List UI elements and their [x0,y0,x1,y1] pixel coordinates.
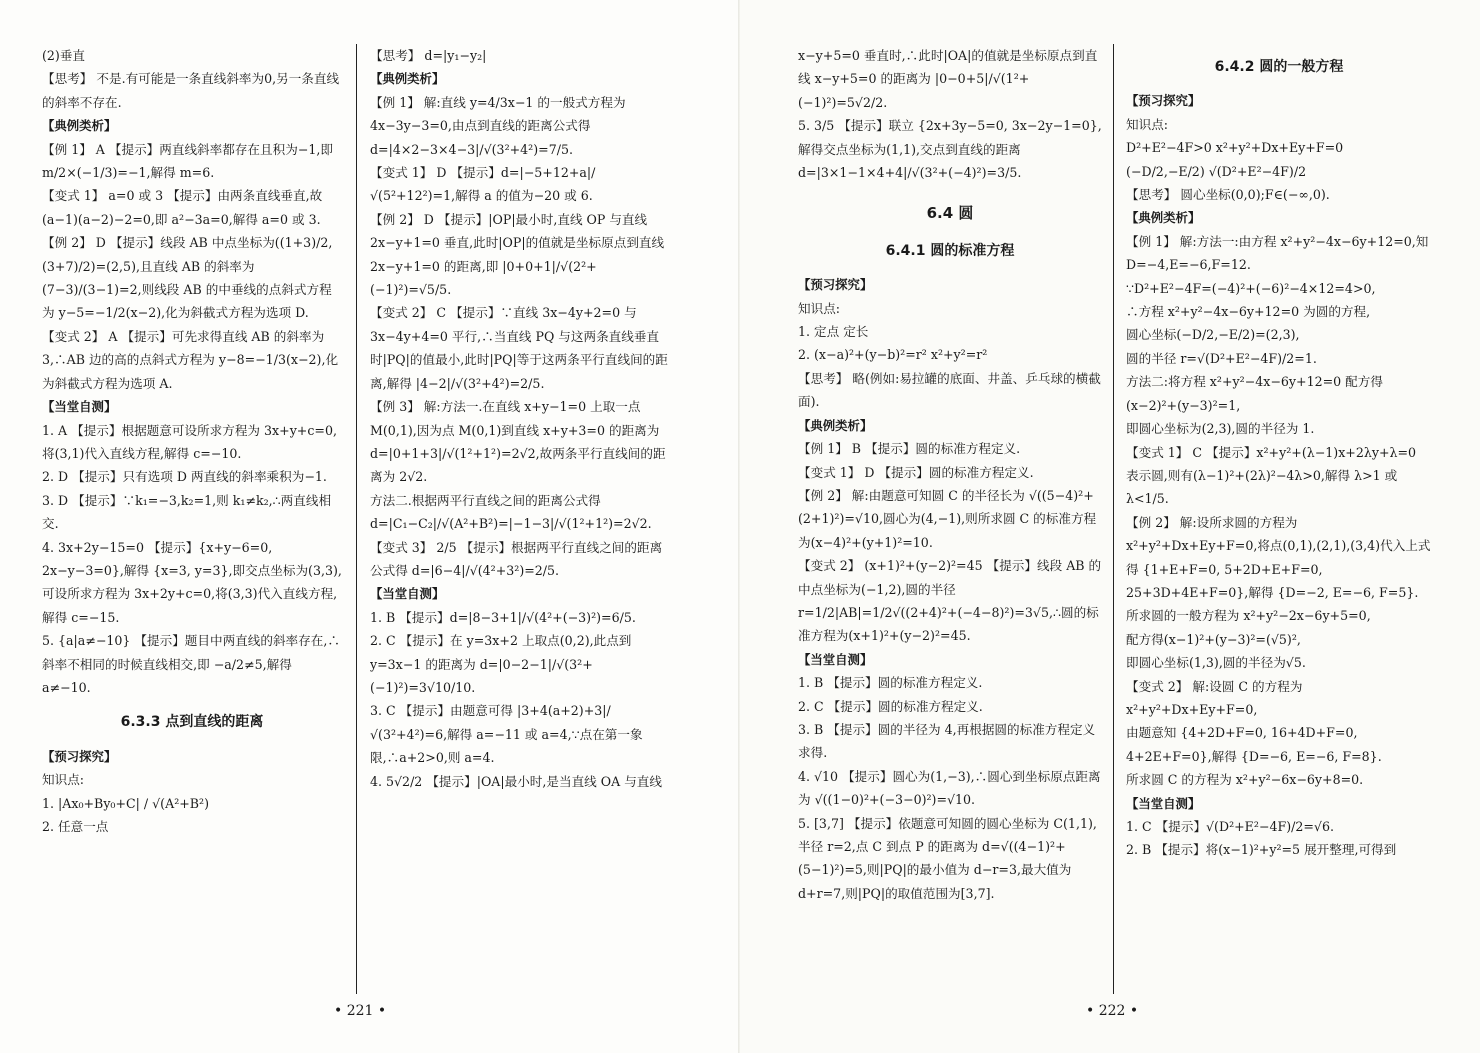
answer-text: 【例 2】 解:由题意可知圆 C 的半径长为 √((5−4)²+(2+1)²)=√10,圆心为(4,−1),则所求圆 C 的标准方程为(x−4)²+(y+1)²=10. [798,487,1097,550]
answer-text: 【例 2】 D 【提示】|OP|最小时,直线 OP 与直线 2x−y+1=0 垂直,此时|OP|的值就是坐标原点到直线 2x−y+1=0 的距离,即 |0+0+1|/√(2²+(−1)²)=√5/5. [370,211,665,298]
answer-text: 【变式 1】 D 【提示】d=|−5+12+a|/√(5²+12²)=1,解得 a 的值为−20 或 6. [370,165,596,204]
answer-text: 【例 1】 A 【提示】两直线斜率都存在且积为−1,即 m/2×(−1/3)=−1,解得 m=6. [42,141,333,181]
answer-text: (2)垂直 [42,48,86,63]
column-3 [798,44,1102,994]
answer-text: 1. B 【提示】d=|8−3+1|/√(4²+(−3)²)=6/5. [370,609,636,625]
section-heading: 6.3.3 点到直线的距离 [120,714,264,731]
answer-text: 【思考】 略(例如:易拉罐的底面、井盖、乒乓球的横截面). [798,370,1101,410]
section-heading: 6.4.1 圆的标准方程 [885,242,1015,259]
column-4 [1126,44,1432,994]
page-number-right: • 222 • [1086,1003,1139,1019]
column-divider-right [1113,44,1114,994]
answer-text: D²+E²−4F>0 x²+y²+Dx+Ey+F=0 [1126,140,1344,156]
answer-text: 4. 3x+2y−15=0 【提示】{x+y−6=0, 2x−y−3=0},解得 {x=3, y=3},即交点坐标为(3,3),可设所求方程为 3x+2y+c=0,将(3,3)代入直线方程,解得 c=−15. [42,539,342,625]
answer-text: 由题意知 {4+2D+F=0, 16+4D+F=0, 4+2E+F=0},解得 {D=−6, E=−6, F=8}. [1126,725,1382,764]
answer-text: 2. (x−a)²+(y−b)²=r² x²+y²=r² [798,347,988,363]
answer-text: 【变式 1】 a=0 或 3 【提示】由两条直线垂直,故(a−1)(a−2)−2=0,即 a²−3a=0,解得 a=0 或 3. [42,188,323,227]
answer-text: 5. [3,7] 【提示】依题意可知圆的圆心坐标为 C(1,1),半径 r=2,点 C 到点 P 的距离为 d=√((4−1)²+(5−1)²)=5,则|PQ|的最小值为 d−r=3,最大值为 d+r=7,则|PQ|的取值范围为[3,7]. [798,815,1097,901]
section-label: 【当堂自测】 [42,399,117,415]
answer-text: 【思考】 不是.有可能是一条直线斜率为0,另一条直线的斜率不存在. [42,71,340,110]
answer-text: 2. D 【提示】只有选项 D 两直线的斜率乘积为−1. [42,469,327,485]
chapter-heading: 6.4 圆 [926,204,974,223]
answer-text: 知识点: [1126,116,1169,132]
answer-text: 1. 定点 定长 [798,324,869,340]
section-label: 【预习探究】 [798,277,873,293]
section-label: 【预习探究】 [1126,93,1201,109]
answer-text: 【例 3】 解:方法一.在直线 x+y−1=0 上取一点 M(0,1),因为点 M(0,1)到直线 x+y+3=0 的距离为 d=|0+1+3|/√(1²+1²)=2√2,故两条平行直线间的距离为 2√2. [370,399,666,485]
answer-text: 方法二:将方程 x²+y²−4x−6y+12=0 配方得(x−2)²+(y−3)²=1, [1126,374,1383,413]
answer-text: 即圆心坐标(1,3),圆的半径为√5. [1126,655,1306,671]
answer-text: 所求圆的一般方程为 x²+y²−2x−6y+5=0, [1126,608,1371,624]
answer-text: 【变式 1】 D 【提示】圆的标准方程定义. [798,464,1034,480]
answer-text: 1. C 【提示】√(D²+E²−4F)/2=√6. [1126,819,1334,834]
answer-text: (−D/2,−E/2) √(D²+E²−4F)/2 [1126,163,1307,179]
answer-text: 【例 1】 B 【提示】圆的标准方程定义. [798,441,1021,457]
section-heading: 6.4.2 圆的一般方程 [1214,59,1344,75]
column-2 [370,44,670,994]
answer-text: 2. C 【提示】圆的标准方程定义. [798,698,983,714]
answer-text: 配方得(x−1)²+(y−3)²=(√5)², [1126,631,1301,647]
section-label: 【当堂自测】 [370,586,445,602]
answer-text: 1. A 【提示】根据题意可设所求方程为 3x+y+c=0,将(3,1)代入直线方程,解得 c=−10. [42,422,337,461]
answer-text: 【思考】 圆心坐标(0,0);F∈(−∞,0). [1126,187,1330,203]
answer-text: 【例 1】 解:方法一:由方程 x²+y²−4x−6y+12=0,知 D=−4,E=−6,F=12. [1126,233,1429,273]
answer-text: 【变式 1】 C 【提示】x²+y²+(λ−1)x+2λy+λ=0 表示圆,则有(λ−1)²+(2λ)²−4λ>0,解得 λ>1 或 λ<1/5. [1126,444,1417,507]
answer-text: 3. B 【提示】圆的半径为 4,再根据圆的标准方程定义求得. [798,721,1096,761]
column-divider-left [356,44,357,994]
answer-text: 5. {a|a≠−10} 【提示】题目中两直线的斜率存在,∴斜率不相同的时候直线相交,即 −a/2≠5,解得 a≠−10. [42,633,340,695]
answer-text: 【变式 2】 解:设圆 C 的方程为 x²+y²+Dx+Ey+F=0, [1126,678,1303,717]
answer-text: 圆的半径 r=√(D²+E²−4F)/2=1. [1126,350,1317,366]
section-label: 【典例类析】 [42,118,117,134]
answer-text: 4. 5√2/2 【提示】|OA|最小时,是当直线 OA 与直线 [370,773,662,789]
answer-text: 【变式 2】 (x+1)²+(y−2)²=45 【提示】线段 AB 的中点坐标为(−1,2),圆的半径 r=1/2|AB|=1/2√((2+4)²+(−4−8)²)=3√5,∴圆的标准方程为(x+1)²+(y−2)²=45. [798,558,1102,644]
answer-text: 所求圆 C 的方程为 x²+y²−6x−6y+8=0. [1126,772,1364,788]
answer-text: 【例 1】 解:直线 y=4/3x−1 的一般式方程为 4x−3y−3=0,由点到直线的距离公式得 d=|4×2−3×4−3|/√(3²+4²)=7/5. [370,94,626,157]
answer-text: 【变式 2】 A 【提示】可先求得直线 AB 的斜率为 3,∴AB 边的高的点斜式方程为 y−8=−1/3(x−2),化为斜截式方程为选项 A. [42,328,339,391]
column-1 [42,44,342,994]
answer-text: 知识点: [42,772,85,788]
page-number-left: • 221 • [334,1003,387,1019]
right-page [740,0,1480,1053]
answer-text: 3. C 【提示】由题意可得 |3+4(a+2)+3|/√(3²+4²)=6,解得 a=−11 或 a=4,∵点在第一象限,∴a+2>0,则 a=4. [370,703,643,766]
answer-text: 5. 3/5 【提示】联立 {2x+3y−5=0, 3x−2y−1=0},解得交点坐标为(1,1),交点到直线的距离 d=|3×1−1×4+4|/√(3²+(−4)²)=3/5. [798,118,1102,181]
answer-text: ∴方程 x²+y²−4x−6y+12=0 为圆的方程, [1126,304,1371,320]
answer-text: 【例 2】 D 【提示】线段 AB 中点坐标为((1+3)/2,(3+7)/2)=(2,5),且直线 AB 的斜率为 (7−3)/(3−1)=2,则线段 AB 的中垂线的点斜式方程为 y−5=−1/2(x−2),化为斜截式方程为选项 D. [42,235,333,321]
section-label: 【典例类析】 [798,417,873,433]
section-label: 【典例类析】 [370,71,445,87]
answer-text: 【例 2】 解:设所求圆的方程为 x²+y²+Dx+Ey+F=0,将点(0,1),(2,1),(3,4)代入上式得 {1+E+F=0, 5+2D+E+F=0, 25+3D+4E+F=0},解得 {D=−2, E=−6, F=5}. [1126,514,1431,600]
answer-text: 1. B 【提示】圆的标准方程定义. [798,675,983,691]
answer-text: 1. |Ax₀+By₀+C| / √(A²+B²) [42,795,210,811]
answer-text: 3. D 【提示】∵k₁=−3,k₂=1,则 k₁≠k₂,∴两直线相交. [42,492,332,532]
section-label: 【当堂自测】 [1126,795,1201,811]
answer-text: 【思考】 d=|y₁−y₂| [370,48,487,63]
section-label: 【典例类析】 [1126,210,1201,226]
answer-text: 即圆心坐标为(2,3),圆的半径为 1. [1126,421,1315,437]
section-label: 【预习探究】 [42,748,117,764]
answer-text: x−y+5=0 垂直时,∴此时|OA|的值就是坐标原点到直线 x−y+5=0 的距离为 |0−0+5|/√(1²+(−1)²)=5√2/2. [798,48,1098,110]
answer-text: 【变式 3】 2/5 【提示】根据两平行直线之间的距离公式得 d=|6−4|/√(4²+3²)=2/5. [370,539,663,578]
answer-text: 2. C 【提示】在 y=3x+2 上取点(0,2),此点到 y=3x−1 的距离为 d=|0−2−1|/√(3²+(−1)²)=3√10/10. [370,633,632,695]
answer-text: 圆心坐标(−D/2,−E/2)=(2,3), [1126,327,1300,343]
answer-text: 知识点: [798,300,841,316]
answer-text: 【变式 2】 C 【提示】∵直线 3x−4y+2=0 与 3x−4y+4=0 平行,∴当直线 PQ 与这两条直线垂直时|PQ|的值最小,此时|PQ|等于这两条平行直线间的距离,解得 |4−2|/√(3²+4²)=2/5. [370,305,668,391]
answer-text: 2. B 【提示】将(x−1)²+y²=5 展开整理,可得到 [1126,842,1397,858]
answer-text: 4. √10 【提示】圆心为(1,−3),∴圆心到坐标原点距离为 √((1−0)²+(−3−0)²)=√10. [798,768,1101,808]
answer-text: ∵D²+E²−4F=(−4)²+(−6)²−4×12=4>0, [1126,280,1376,296]
answer-text: 方法二.根据两平行直线之间的距离公式得 d=|C₁−C₂|/√(A²+B²)=|−1−3|/√(1²+1²)=2√2. [370,492,652,532]
answer-text: 2. 任意一点 [42,819,109,834]
section-label: 【当堂自测】 [798,651,873,667]
